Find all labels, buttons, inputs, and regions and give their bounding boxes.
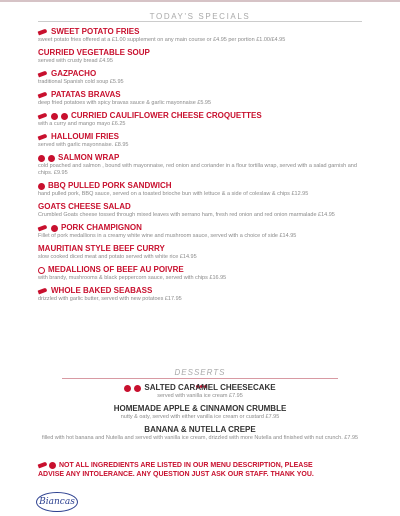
menu-item <box>38 111 368 128</box>
chili-icon <box>38 134 48 141</box>
desserts-heading: DESSERTS <box>174 368 226 377</box>
chili-icon <box>38 113 48 120</box>
item-name: MAURITIAN STYLE BEEF CURRY <box>38 244 165 253</box>
menu-item <box>38 181 368 198</box>
desserts-list <box>40 383 360 446</box>
item-name: GOATS CHEESE SALAD <box>38 202 131 211</box>
allergen-icon <box>49 462 56 469</box>
item-description: Fillet of pork medallions in a creamy white wine and mushroom sauce, served with a choice of side £14.95 <box>38 233 297 239</box>
item-name: PATATAS BRAVAS <box>51 90 121 99</box>
item-name: PORK CHAMPIGNON <box>61 223 142 232</box>
menu-item <box>38 202 368 219</box>
dessert-description: nutty & oaty, served with either vanilla ice cream or custard £7.95 <box>120 414 280 420</box>
item-name: SALMON WRAP <box>58 153 120 162</box>
top-divider <box>0 0 400 2</box>
decorative-dots <box>196 375 210 379</box>
dessert-description: filled with hot banana and Nutella and served with vanilla ice cream, drizzled with more Nutella and finished with nut crunch. £7.95 <box>41 435 359 441</box>
allergen-icon <box>38 155 45 162</box>
dessert-name: HOMEMADE APPLE & CINNAMON CRUMBLE <box>113 404 287 413</box>
allergen-icon <box>38 183 45 190</box>
page-title: TODAY'S SPECIALS <box>149 12 251 21</box>
item-description: with brandy, mushrooms & black peppercorn sauce, served with chips £16.95 <box>38 275 227 281</box>
item-description: cold poached and salmon , bound with mayonnaise, red onion and coriander in a flour tortilla wrap, served with a salad garnish and chips. £9.95 <box>38 163 357 176</box>
dessert-description: served with vanilla ice cream £7.95 <box>157 393 243 399</box>
menu-item <box>38 286 368 303</box>
item-description: drizzled with garlic butter, served with new potatoes £17.95 <box>38 296 182 302</box>
item-description: with a curry and mango mayo £6.25 <box>38 121 126 127</box>
item-name: CURRIED CAULIFLOWER CHEESE CROQUETTES <box>71 111 262 120</box>
chili-icon <box>38 71 48 78</box>
menu-item <box>38 265 368 282</box>
notice-text: NOT ALL INGREDIENTS ARE LISTED IN OUR MENU DESCRIPTION, PLEASE ADVISE ANY INTOLERANCE. ANY QUESTION JUST ASK OUR STAFF. THANK YOU. <box>38 462 314 478</box>
item-description: served with crusty bread £4.95 <box>38 58 113 64</box>
item-description: traditional Spanish cold soup £5.95 <box>38 79 124 85</box>
item-name: BBQ PULLED PORK SANDWICH <box>48 181 172 190</box>
menu-item <box>38 132 368 149</box>
allergen-icon <box>134 385 141 392</box>
dessert-item <box>40 404 360 421</box>
menu-item <box>38 69 368 86</box>
menu-item <box>38 90 368 107</box>
menu-item <box>38 153 368 177</box>
allergen-icon <box>124 385 131 392</box>
allergen-icon <box>48 155 55 162</box>
allergy-notice <box>38 461 338 479</box>
chili-icon <box>38 462 48 469</box>
chili-icon <box>38 29 48 36</box>
dessert-item <box>40 425 360 442</box>
item-name: GAZPACHO <box>51 69 97 78</box>
dessert-name: BANANA & NUTELLA CREPE <box>144 425 256 434</box>
dessert-item <box>40 383 360 400</box>
menu-item <box>38 48 368 65</box>
item-description: Crumbled Goats cheese tossed through mixed leaves with serrano ham, fresh red onion and red onion marmalade £14.95 <box>38 212 335 218</box>
allergen-icon <box>51 225 58 232</box>
item-name: WHOLE BAKED SEABASS <box>51 286 153 295</box>
item-description: deep fried potatoes with spicy bravas sauce & garlic mayonnaise £5.95 <box>38 100 212 106</box>
item-name: HALLOUMI FRIES <box>51 132 119 141</box>
item-description: sweet potato fries offered at a £1.00 supplement on any main course or £4.95 per portion £1.00/£4.95 <box>38 37 286 43</box>
item-description: hand pulled pork, BBQ sauce, served on a toasted brioche bun with lettuce & a side of coleslaw & chips £12.95 <box>38 191 309 197</box>
restaurant-logo: Biancas <box>36 492 78 512</box>
chili-icon <box>38 225 48 232</box>
item-name: CURRIED VEGETABLE SOUP <box>38 48 150 57</box>
title-divider <box>38 21 362 22</box>
menu-item <box>38 244 368 261</box>
allergen-icon <box>61 113 68 120</box>
allergen-icon <box>51 113 58 120</box>
chili-icon <box>38 92 48 99</box>
menu-item <box>38 223 368 240</box>
item-name: SWEET POTATO FRIES <box>51 27 140 36</box>
dessert-name: SALTED CARAMEL CHEESECAKE <box>144 383 276 392</box>
allergen-icon <box>38 267 45 274</box>
chili-icon <box>38 288 48 295</box>
specials-list <box>38 27 368 307</box>
menu-item <box>38 27 368 44</box>
item-description: slow cooked diced meat and potato served with white rice £14.95 <box>38 254 197 260</box>
item-name: MEDALLIONS OF BEEF AU POIVRE <box>48 265 184 274</box>
item-description: served with garlic mayonnaise. £8.95 <box>38 142 129 148</box>
